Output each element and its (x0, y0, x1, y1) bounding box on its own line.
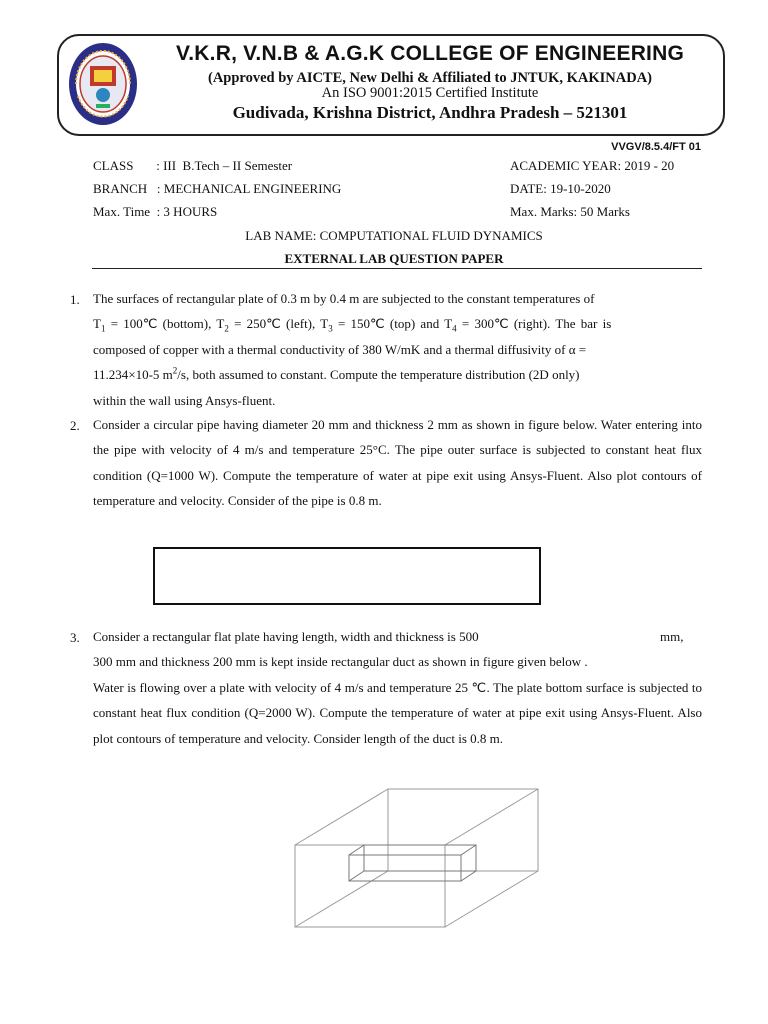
academic-year: ACADEMIC YEAR: 2019 - 20 (510, 158, 675, 173)
approval-line: (Approved by AICTE, New Delhi & Affiliated to JNTUK, KAKINADA) (207, 70, 652, 86)
question-number: 2. (70, 418, 80, 433)
q3-line: Consider a rectangular flat plate having length, width and thickness is 500 mm, (93, 629, 684, 644)
pipe-figure-box (153, 547, 541, 605)
document-code: VVGV/8.5.4/FT 01 (611, 141, 701, 153)
lab-name: LAB NAME: COMPUTATIONAL FLUID DYNAMICS (245, 228, 543, 243)
college-address: Gudivada, Krishna District, Andhra Pradesh – 521301 (232, 103, 628, 122)
question-3 (93, 624, 702, 751)
max-time: Max. Time : 3 HOURS (93, 204, 218, 219)
duct-plate-figure (287, 783, 547, 933)
college-seal-logo (66, 40, 140, 128)
question-1 (93, 286, 702, 413)
class-info: CLASS : III B.Tech – II Semester (93, 158, 293, 173)
title-rule (92, 268, 702, 269)
question-number: 3. (70, 630, 80, 645)
q3-line: 300 mm and thickness 200 mm is kept inside rectangular duct as shown in figure given below . (93, 654, 588, 670)
q1-line: The surfaces of rectangular plate of 0.3 m by 0.4 m are subjected to the constant temperatures of (93, 291, 595, 306)
question-2: Consider a circular pipe having diameter 20 mm and thickness 2 mm as shown in figure below. Water entering into the pipe with velocity of 4 m/s and temperature 25°C. The pipe outer surface is subjected to constant heat flux condition (Q=1000 W). Compute the temperature of water at pipe exit using Ansys-Fluent. Also plot contours of temperature and velocity. Consider of the pipe is 0.8 m. (93, 417, 702, 509)
q1-line: 11.234×10-5 $m^2/s$, both assumed to constant. Compute the temperature distribution (2D only) (93, 365, 580, 383)
college-name: V.K.R, V.N.B & A.G.K COLLEGE OF ENGINEERING (175, 42, 684, 65)
branch-info: BRANCH : MECHANICAL ENGINEERING (93, 181, 342, 196)
exam-date: DATE: 19-10-2020 (510, 181, 611, 196)
question-number: 1. (70, 292, 80, 307)
q1-line: within the wall using Ansys-fluent. (93, 392, 276, 408)
iso-certification: An ISO 9001:2015 Certified Institute (321, 85, 539, 101)
q1-temperatures: $T_1$ = 100℃ (bottom), $T_2$ = 250℃ (left), $T_3$ = 150℃ (top) and $T_4$ = 300℃ (right). The bar is (93, 316, 612, 334)
max-marks: Max. Marks: 50 Marks (510, 204, 630, 219)
exam-title: EXTERNAL LAB QUESTION PAPER (284, 251, 504, 266)
q1-line: composed of copper with a thermal conductivity of 380 W/mK and a thermal diffusivity of α = (93, 341, 587, 357)
q3-body: Water is flowing over a plate with velocity of 4 m/s and temperature 25 ℃. The plate bottom surface is subjected to constant heat flux condition (Q=2000 W). Compute the temperature of water at pipe exit using Ansys-Fluent. Also plot contours of temperature and velocity. Consider length of the duct is 0.8 m. (93, 679, 702, 746)
